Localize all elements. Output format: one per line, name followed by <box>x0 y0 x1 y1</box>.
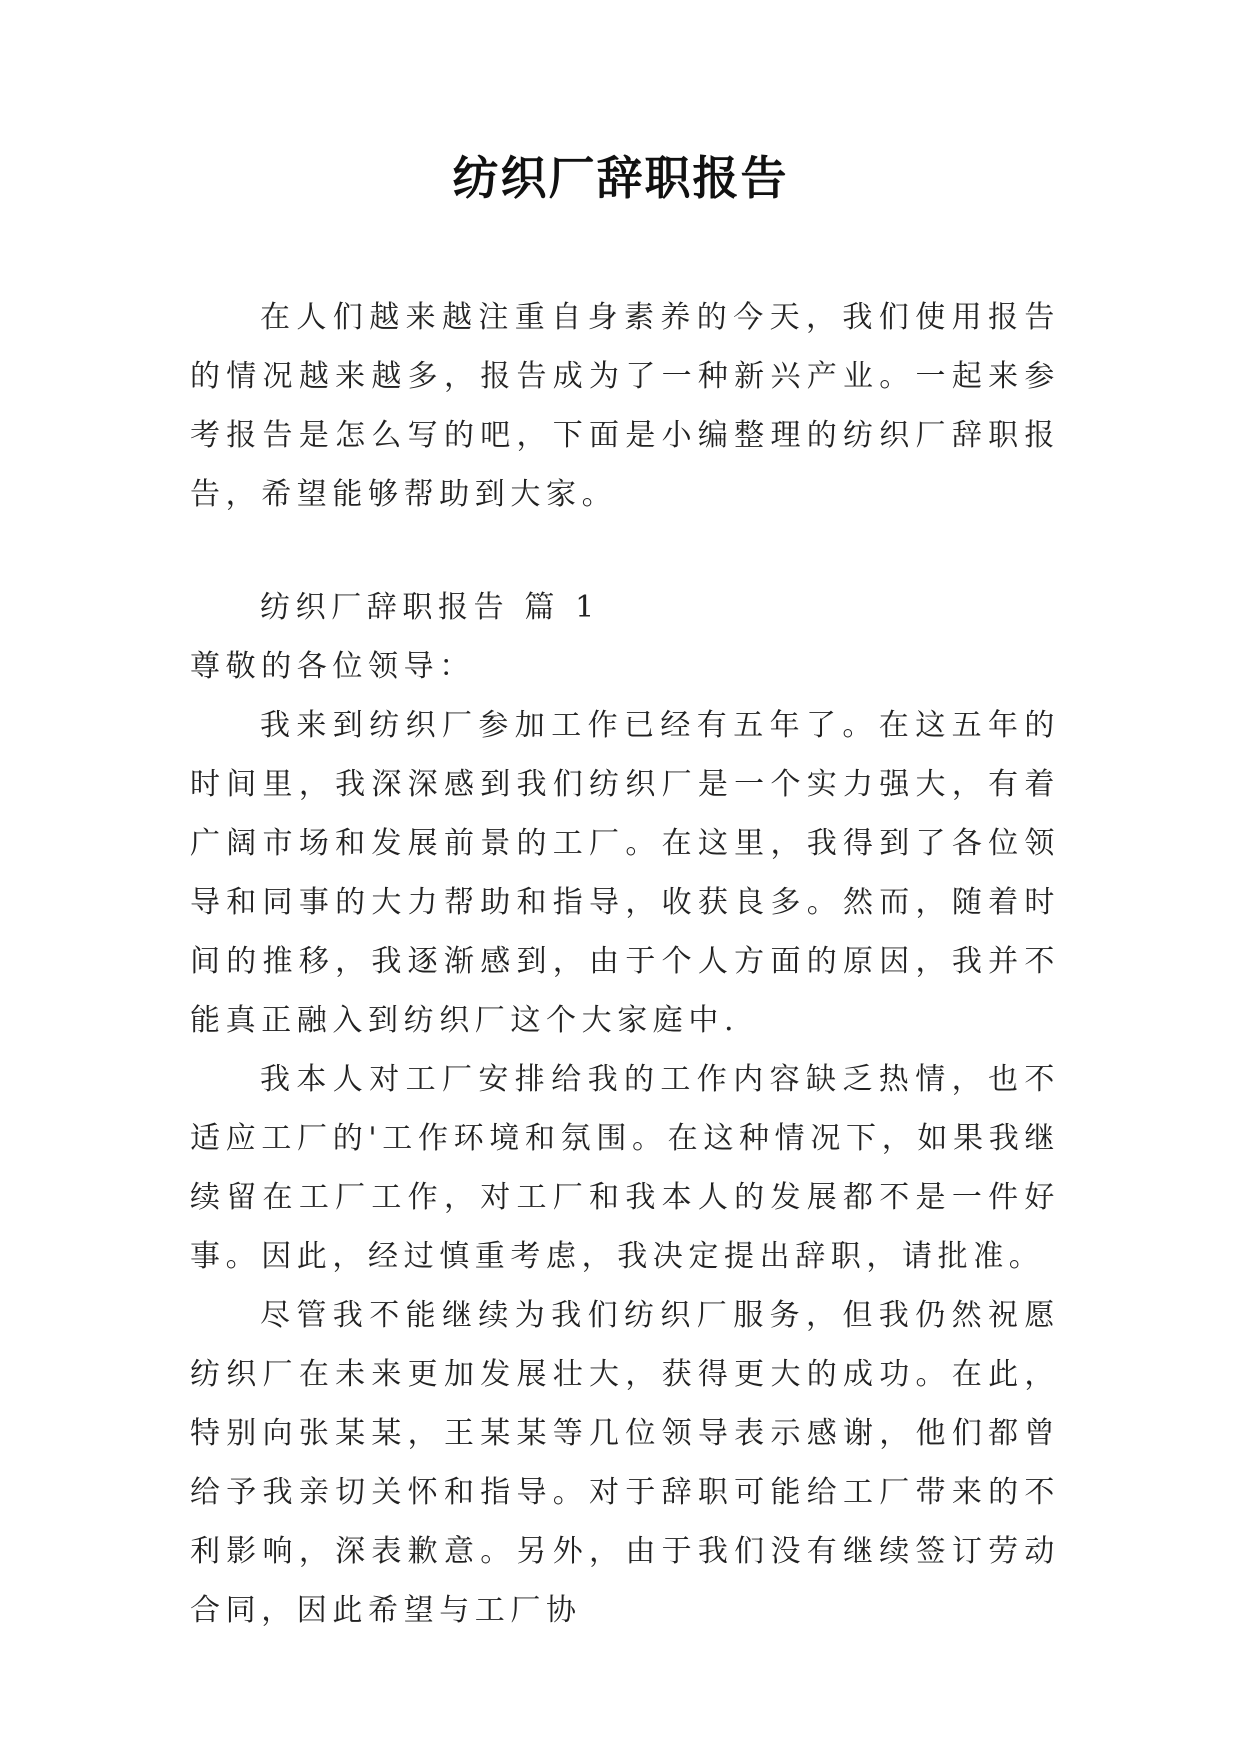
body-paragraph: 尽管我不能继续为我们纺织厂服务，但我仍然祝愿纺织厂在未来更加发展壮大，获得更大的成功。在此，特别向张某某，王某某等几位领导表示感谢，他们都曾给予我亲切关怀和指导。对于辞职可能给工厂带来的不利影响，深表歉意。另外，由于我们没有继续签订劳动合同，因此希望与工厂协 <box>190 1298 1060 1628</box>
letter-body <box>190 696 1060 1640</box>
intro-paragraph: 在人们越来越注重自身素养的今天，我们使用报告的情况越来越多，报告成为了一种新兴产业。一起来参考报告是怎么写的吧，下面是小编整理的纺织厂辞职报告，希望能够帮助到大家。 <box>190 300 1060 512</box>
document-title: 纺织厂辞职报告 <box>452 151 789 205</box>
salutation-block <box>190 637 1060 696</box>
section-heading: 纺织厂辞职报告 篇 1 <box>260 590 600 625</box>
body-paragraph: 我本人对工厂安排给我的工作内容缺乏热情，也不适应工厂的'工作环境和氛围。在这种情况下，如果我继续留在工厂工作，对工厂和我本人的发展都不是一件好事。因此，经过慎重考虑，我决定提出辞职，请批准。 <box>190 1062 1060 1274</box>
section-heading-block <box>190 578 1060 637</box>
intro-block <box>190 288 1060 524</box>
body-paragraph: 我来到纺织厂参加工作已经有五年了。在这五年的时间里，我深深感到我们纺织厂是一个实力强大，有着广阔市场和发展前景的工厂。在这里，我得到了各位领导和同事的大力帮助和指导，收获良多。然而，随着时间的推移，我逐渐感到，由于个人方面的原因，我并不能真正融入到纺织厂这个大家庭中. <box>190 708 1060 1038</box>
salutation: 尊敬的各位领导： <box>190 649 475 684</box>
